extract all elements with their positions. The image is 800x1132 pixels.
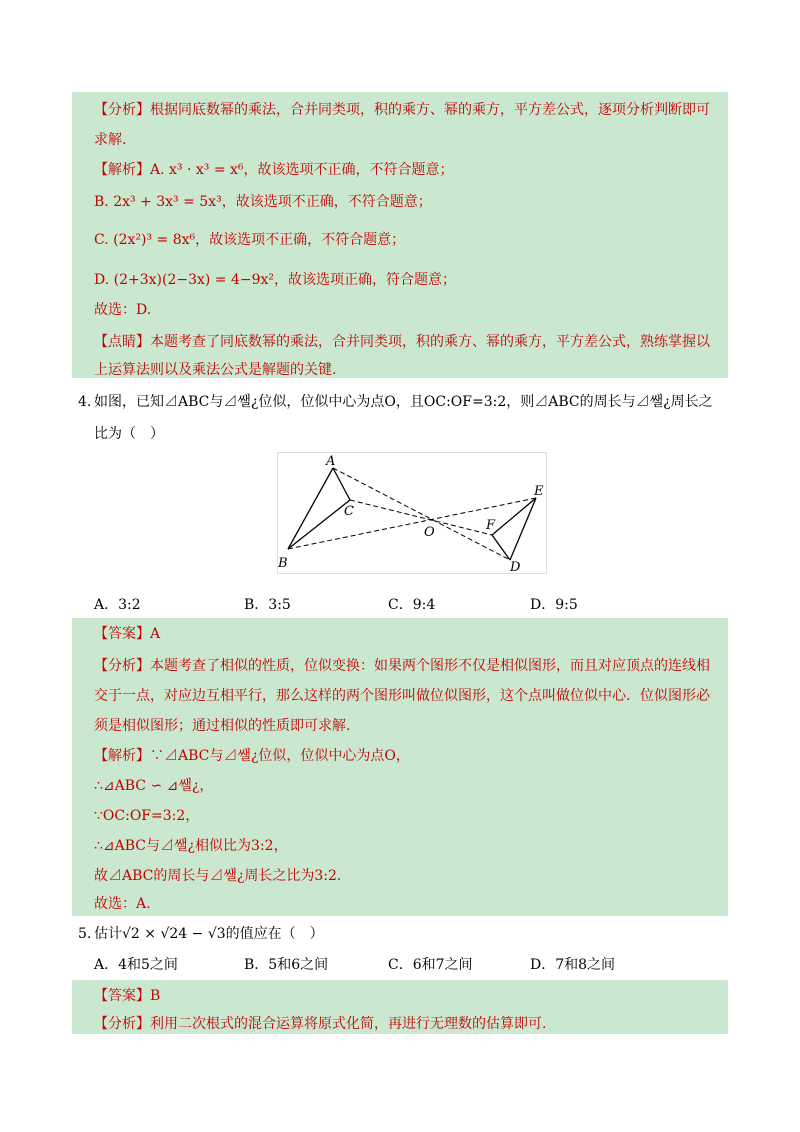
label-c: C bbox=[344, 504, 354, 519]
q4-stem-line1: 如图，已知⊿ABC与⊿쌜¿位似，位似中心为点O，且OC:OF=3:2，则⊿ABC的周长与⊿쌜¿周长之 bbox=[94, 394, 713, 410]
q3-comment-line2: 上运算法则以及乘法公式是解题的关键. bbox=[94, 362, 337, 378]
q4-option-b[interactable]: B．3:5 bbox=[244, 597, 291, 613]
label-o: O bbox=[424, 525, 435, 540]
label-a: A bbox=[326, 454, 336, 469]
q4-solution-2: ∴⊿ABC ∽ ⊿쌜¿， bbox=[94, 778, 214, 794]
dashed-be bbox=[288, 498, 536, 549]
dashed-ad bbox=[333, 468, 510, 560]
homothety-figure bbox=[277, 452, 547, 574]
q3-solution-c: C. (2x²)³ = 8x⁶，故该选项不正确，不符合题意； bbox=[94, 232, 406, 248]
q3-solution-b: B. 2x³ + 3x³ = 5x³，故该选项不正确，不符合题意； bbox=[94, 194, 432, 210]
label-d: D bbox=[510, 560, 521, 573]
q4-choice: 故选：A. bbox=[94, 896, 151, 912]
q5-stem: 估计√2 × √24 − √3的值应在（ ） bbox=[94, 926, 324, 942]
q4-analysis-line1: 【分析】本题考查了相似的性质，位似变换：如果两个图形不仅是相似图形，而且对应顶点的连线相 bbox=[94, 658, 710, 674]
q5-option-b[interactable]: B．5和6之间 bbox=[244, 957, 329, 973]
q3-comment-line1: 【点睛】本题考查了同底数幂的乘法，合并同类项，积的乘方、幂的乘方，平方差公式，熟练掌握以 bbox=[94, 334, 710, 350]
q5-option-a[interactable]: A．4和5之间 bbox=[94, 957, 178, 973]
q4-solution-5: 故⊿ABC的周长与⊿쌜¿周长之比为3:2. bbox=[94, 868, 342, 884]
q4-number: 4. bbox=[78, 394, 92, 410]
segment-ed bbox=[510, 498, 536, 560]
q3-analysis-line2: 求解. bbox=[94, 132, 127, 148]
q4-analysis-line2: 交于一点，对应边互相平行，那么这样的两个图形叫做位似图形，这个点叫做位似中心．位似图形必 bbox=[94, 688, 710, 704]
segment-ef bbox=[492, 498, 536, 535]
q5-number: 5. bbox=[78, 926, 92, 942]
q4-option-a[interactable]: A．3:2 bbox=[94, 597, 141, 613]
q4-answer: 【答案】A bbox=[94, 626, 161, 642]
segment-fd bbox=[492, 535, 510, 560]
label-b: B bbox=[278, 556, 288, 571]
label-f: F bbox=[486, 518, 496, 533]
figure-svg bbox=[278, 453, 546, 573]
q4-solution-3: ∵OC:OF=3:2， bbox=[94, 808, 200, 824]
q5-analysis: 【分析】利用二次根式的混合运算将原式化简，再进行无理数的估算即可. bbox=[94, 1016, 547, 1032]
q4-stem-line2: 比为（ ） bbox=[94, 426, 164, 442]
segment-bc bbox=[288, 500, 350, 549]
q5-option-c[interactable]: C．6和7之间 bbox=[388, 957, 473, 973]
dashed-cf bbox=[350, 500, 492, 535]
q4-solution-1: 【解析】∵⊿ABC与⊿쌜¿位似，位似中心为点O， bbox=[94, 748, 410, 764]
q3-solution-d: D. (2+3x)(2−3x) = 4−9x²，故该选项正确，符合题意； bbox=[94, 272, 457, 288]
q4-option-d[interactable]: D．9:5 bbox=[530, 597, 578, 613]
q3-analysis-line1: 【分析】根据同底数幂的乘法，合并同类项，积的乘方、幂的乘方，平方差公式，逐项分析判断即可 bbox=[94, 102, 710, 118]
q4-option-c[interactable]: C．9:4 bbox=[388, 597, 436, 613]
q3-choice: 故选：D. bbox=[94, 302, 152, 318]
segment-ab bbox=[288, 468, 333, 549]
q4-solution-4: ∴⊿ABC与⊿쌜¿相似比为3:2， bbox=[94, 838, 288, 854]
q5-answer: 【答案】B bbox=[94, 988, 161, 1004]
label-e: E bbox=[534, 484, 544, 499]
q5-option-d[interactable]: D．7和8之间 bbox=[530, 957, 616, 973]
q3-solution-a: 【解析】A. x³ · x³ = x⁶，故该选项不正确，不符合题意； bbox=[94, 162, 454, 178]
q4-analysis-line3: 须是相似图形；通过相似的性质即可求解. bbox=[94, 718, 351, 734]
